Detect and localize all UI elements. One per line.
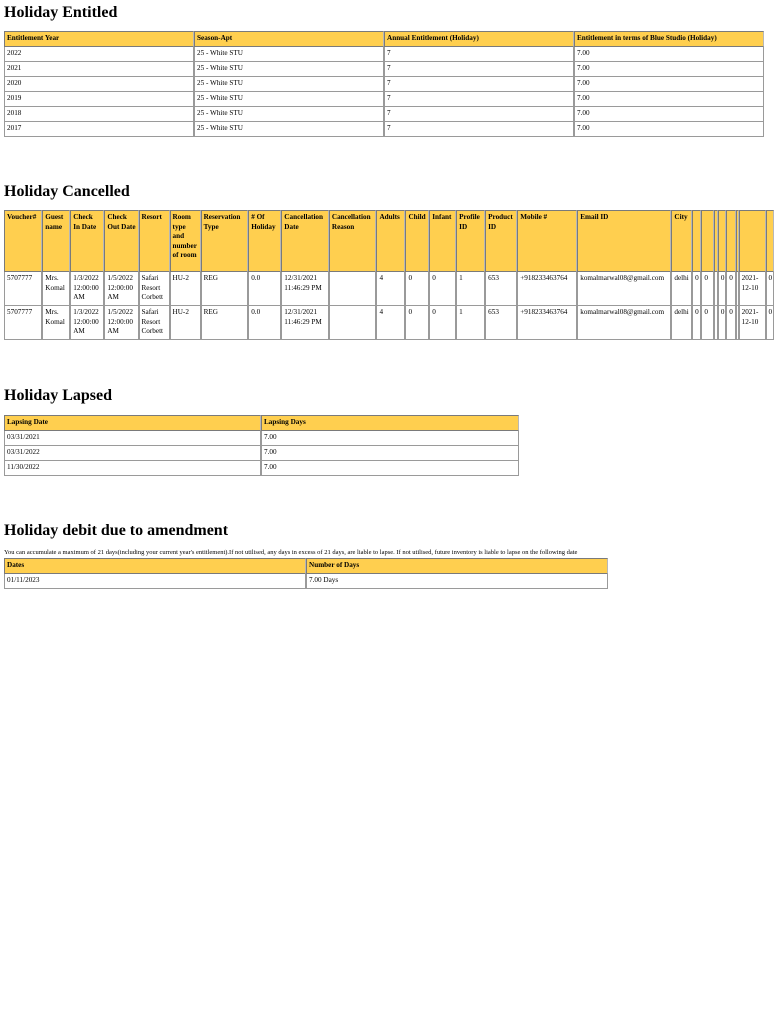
table-cell: 0.0 (248, 306, 281, 340)
table-cell: delhi (671, 272, 692, 306)
column-header: Season-Apt (194, 31, 384, 47)
table-cell: +918233463764 (517, 272, 577, 306)
table-row (4, 92, 764, 107)
table-cell: 2019 (4, 92, 194, 107)
table-cell: 0 (718, 272, 726, 306)
table-cell: 0.0 (248, 272, 281, 306)
table-cell: 7.00 (261, 446, 519, 461)
table-cell: komalmarwal08@gmail.com (577, 272, 671, 306)
table-cell: 1/5/2022 12:00:00 AM (104, 306, 138, 340)
column-header: Room type and number of room (170, 210, 201, 272)
table-cell: REG (201, 306, 249, 340)
column-header (726, 210, 735, 272)
table-cell: 0 (701, 272, 713, 306)
column-header: Entitlement Year (4, 31, 194, 47)
table-cell: 7.00 (574, 122, 764, 137)
column-header: Cancellation Reason (329, 210, 377, 272)
column-header: Entitlement in terms of Blue Studio (Holiday) (574, 31, 764, 47)
table-row (4, 107, 764, 122)
column-header: # Of Holiday (248, 210, 281, 272)
column-header: Check Out Date (104, 210, 138, 272)
column-header: Mobile # (517, 210, 577, 272)
column-header: Profile ID (456, 210, 485, 272)
table-cell: 7.00 (574, 47, 764, 62)
holiday-amendment-table (4, 558, 608, 589)
table-cell: 653 (485, 272, 517, 306)
table-cell: 2022 (4, 47, 194, 62)
holiday-lapsed-heading: Holiday Lapsed (4, 387, 113, 404)
column-header: Email ID (577, 210, 671, 272)
table-row (4, 77, 764, 92)
column-header: Lapsing Days (261, 415, 519, 431)
table-cell: 01/11/2023 (4, 574, 306, 589)
holiday-entitled-table (4, 31, 764, 137)
table-row (4, 461, 519, 476)
column-header (692, 210, 701, 272)
table-cell: 0 (692, 272, 701, 306)
table-cell: 7 (384, 62, 574, 77)
table-cell: 5707777 (4, 272, 42, 306)
table-cell: Safari Resort Corbett (139, 272, 170, 306)
table-cell: 25 - White STU (194, 92, 384, 107)
table-row (4, 122, 764, 137)
table-cell: 0 (429, 272, 456, 306)
holiday-cancelled-heading: Holiday Cancelled (4, 183, 130, 200)
table-header-row (4, 415, 519, 431)
table-cell: 7.00 Days (306, 574, 608, 589)
table-header-row (4, 210, 774, 272)
table-cell: 2020 (4, 77, 194, 92)
table-cell: 03/31/2022 (4, 446, 261, 461)
table-cell: 7 (384, 92, 574, 107)
column-header: Annual Entitlement (Holiday) (384, 31, 574, 47)
table-row (4, 431, 519, 446)
table-cell: 7.00 (574, 62, 764, 77)
table-cell: 0 (429, 306, 456, 340)
table-cell: 0 (405, 306, 429, 340)
table-cell: 0 (405, 272, 429, 306)
table-cell: komalmarwal08@gmail.com (577, 306, 671, 340)
table-cell: 7 (384, 107, 574, 122)
table-cell (329, 306, 377, 340)
table-cell (329, 272, 377, 306)
table-row (4, 47, 764, 62)
table-row (4, 574, 608, 589)
table-cell: 7.00 (261, 431, 519, 446)
column-header: Adults (376, 210, 405, 272)
table-cell: Mrs. Komal (42, 306, 70, 340)
table-cell: 25 - White STU (194, 107, 384, 122)
table-cell: 0 (726, 306, 735, 340)
table-cell: 1 (456, 306, 485, 340)
table-cell: 12/31/2021 11:46:29 PM (281, 272, 329, 306)
table-cell: Safari Resort Corbett (139, 306, 170, 340)
table-cell: delhi (671, 306, 692, 340)
table-cell: 0 (766, 306, 774, 340)
table-cell: 7.00 (574, 92, 764, 107)
table-cell: 7.00 (574, 107, 764, 122)
column-header: Child (405, 210, 429, 272)
table-cell: 2021 (4, 62, 194, 77)
column-header: Reservation Type (201, 210, 249, 272)
table-cell: 5707777 (4, 306, 42, 340)
column-header: City (671, 210, 692, 272)
table-cell: 4 (376, 272, 405, 306)
table-cell: 7.00 (574, 77, 764, 92)
table-cell: HU-2 (170, 306, 201, 340)
column-header: Check In Date (70, 210, 104, 272)
table-cell: Mrs. Komal (42, 272, 70, 306)
table-cell: 11/30/2022 (4, 461, 261, 476)
table-cell: 1/3/2022 12:00:00 AM (70, 272, 104, 306)
column-header (739, 210, 766, 272)
column-header: Guest name (42, 210, 70, 272)
table-cell: 653 (485, 306, 517, 340)
table-cell: +918233463764 (517, 306, 577, 340)
table-row (4, 62, 764, 77)
table-cell: 4 (376, 306, 405, 340)
table-cell: 1 (456, 272, 485, 306)
table-cell: 2021-12-10 (739, 306, 766, 340)
column-header: Resort (139, 210, 170, 272)
amendment-note: You can accumulate a maximum of 21 days(including your current year's entitlement).If not utilised, any days in excess of 21 days, are liable to lapse. If not utilised, future inventory is liable to lapse on the following date (4, 549, 578, 556)
column-header: Infant (429, 210, 456, 272)
table-cell: 0 (726, 272, 735, 306)
holiday-lapsed-table (4, 415, 519, 476)
table-cell: 03/31/2021 (4, 431, 261, 446)
column-header: Dates (4, 558, 306, 574)
table-cell: 0 (701, 306, 713, 340)
table-cell: 25 - White STU (194, 122, 384, 137)
table-row (4, 306, 774, 340)
table-cell: 25 - White STU (194, 62, 384, 77)
table-cell: 2018 (4, 107, 194, 122)
table-cell: 7 (384, 77, 574, 92)
table-cell: 2017 (4, 122, 194, 137)
holiday-cancelled-table (4, 210, 774, 340)
table-cell: REG (201, 272, 249, 306)
table-header-row (4, 31, 764, 47)
holiday-entitled-heading: Holiday Entitled (4, 4, 118, 21)
table-cell: 25 - White STU (194, 77, 384, 92)
table-cell: 1/5/2022 12:00:00 AM (104, 272, 138, 306)
table-cell: 1/3/2022 12:00:00 AM (70, 306, 104, 340)
table-cell: 0 (692, 306, 701, 340)
table-cell: 12/31/2021 11:46:29 PM (281, 306, 329, 340)
table-row (4, 446, 519, 461)
table-header-row (4, 558, 608, 574)
holiday-amendment-heading: Holiday debit due to amendment (4, 522, 229, 539)
column-header (766, 210, 774, 272)
table-cell: 7 (384, 47, 574, 62)
table-cell: 0 (766, 272, 774, 306)
column-header: Number of Days (306, 558, 608, 574)
table-cell: 7.00 (261, 461, 519, 476)
table-row (4, 272, 774, 306)
column-header (701, 210, 713, 272)
table-cell: 25 - White STU (194, 47, 384, 62)
column-header (718, 210, 726, 272)
table-cell: HU-2 (170, 272, 201, 306)
column-header: Cancellation Date (281, 210, 329, 272)
table-cell: 0 (718, 306, 726, 340)
table-cell: 2021-12-10 (739, 272, 766, 306)
column-header: Voucher# (4, 210, 42, 272)
table-cell: 7 (384, 122, 574, 137)
column-header: Lapsing Date (4, 415, 261, 431)
column-header: Product ID (485, 210, 517, 272)
